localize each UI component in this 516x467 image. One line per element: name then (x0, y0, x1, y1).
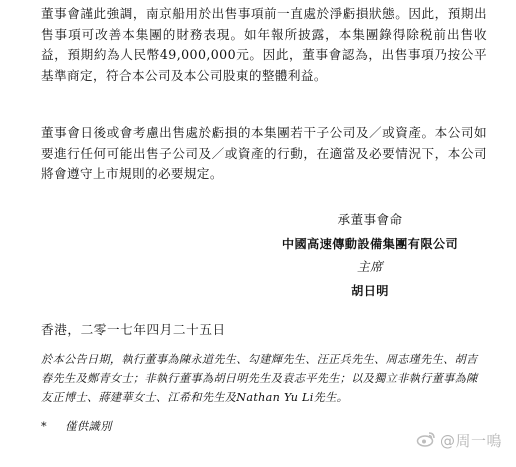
board-composition-note: 於本公告日期，執行董事為陳永道先生、勾建輝先生、汪正兵先生、周志瑾先生、胡吉春先生及鄭青女士；非執行董事為胡日明先生及袁志平先生；以及獨立非執行董事為陳友正博士、蔣建華女士、江希和先生及Nathan Yu Li先生。 (41, 353, 478, 404)
signature-title: 主席 (357, 259, 383, 274)
watermark-text: @周一鳴 (439, 432, 502, 450)
footnote-marker: * (41, 420, 48, 433)
paragraph-future-disposals: 董事會日後或會考慮出售處於虧損的本集團若干子公司及／或資產。本公司如要進行任何可能出售子公司及／或資產的行動，在適當及必要情況下，本公司將會遵守上市規則的必要規定。 (41, 125, 487, 181)
weibo-logo-icon (416, 431, 440, 451)
paragraph-disposal-impact: 董事會謹此強調，南京船用於出售事項前一直處於淨虧損狀態。因此，預期出售事項可改善本集團的財務表現。如年報所披露，本集團錄得除税前出售收益，預期約為人民幣49,000,000元。因此，董事會認為，出售事項乃按公平基準商定，符合本公司及本公司股東的整體利益。 (41, 6, 487, 83)
dateline: 香港，二零一七年四月二十五日 (41, 322, 226, 337)
signature-name: 胡日明 (351, 284, 389, 298)
footnote (41, 418, 112, 434)
footnote-text: 僅供識別 (65, 420, 112, 433)
signature-company: 中國高速傳動設備集團有限公司 (281, 237, 459, 251)
watermark (416, 430, 502, 451)
signature-on-behalf: 承董事會命 (337, 212, 403, 227)
